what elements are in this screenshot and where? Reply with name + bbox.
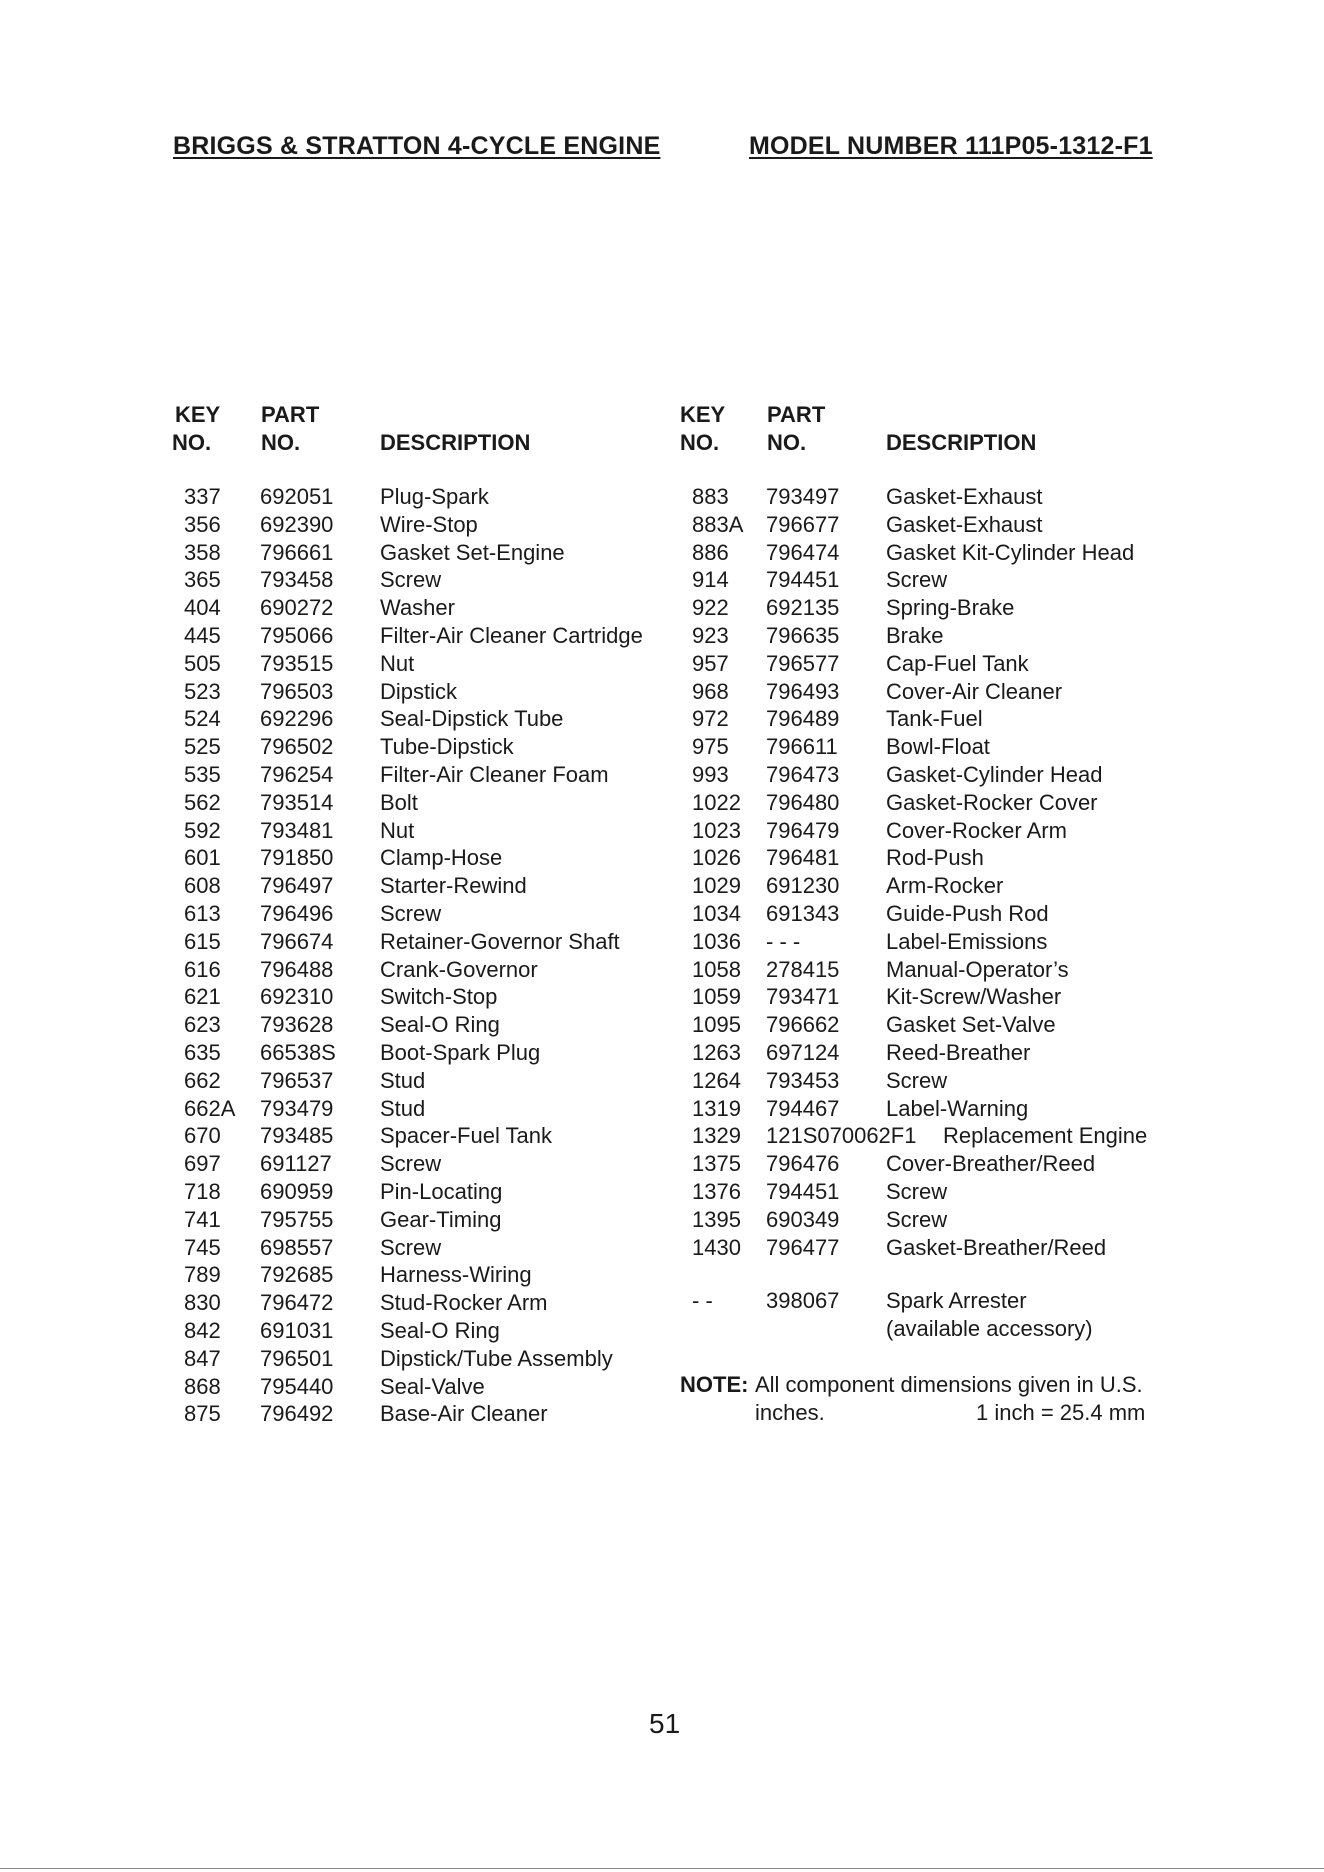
part-number: 690272 [260, 595, 334, 621]
table-row [0, 705, 1324, 733]
table-row [0, 1039, 1324, 1067]
part-number: 794467 [766, 1095, 840, 1121]
key-number: 404 [184, 595, 221, 621]
part-number: 794451 [766, 567, 840, 593]
part-description: Harness-Wiring [380, 1262, 532, 1288]
part-number: 796477 [766, 1234, 840, 1260]
part-description: Seal-O Ring [380, 1318, 500, 1343]
part-description: Tube-Dipstick [380, 734, 514, 760]
right-part-header-line2: NO. [767, 430, 807, 455]
table-row [0, 1178, 1324, 1206]
part-description: Seal-Dipstick Tube [380, 706, 564, 732]
part-description: Reed-Breather [886, 1040, 1031, 1065]
table-row [0, 511, 1324, 539]
key-number: 525 [184, 734, 221, 760]
key-number: 616 [184, 956, 221, 982]
key-number: 886 [692, 539, 729, 565]
part-description: Bolt [380, 789, 418, 815]
key-number: 1026 [692, 845, 741, 871]
part-description: Pin-Locating [380, 1179, 503, 1204]
part-description: Clamp-Hose [380, 845, 503, 871]
part-number: 796472 [260, 1290, 334, 1316]
table-row [0, 733, 1324, 761]
part-description: Arm-Rocker [886, 873, 1004, 899]
part-number: 796473 [766, 762, 840, 787]
part-number: 792685 [260, 1262, 334, 1288]
part-number: 692310 [260, 984, 334, 1010]
part-number: 278415 [766, 956, 840, 982]
part-description: Gasket-Rocker Cover [886, 789, 1098, 815]
part-number: 796635 [766, 623, 840, 648]
part-description: Screw [380, 901, 442, 926]
part-description: Rod-Push [886, 845, 984, 871]
key-number: 718 [184, 1179, 221, 1204]
part-number: 796661 [260, 539, 334, 565]
part-number: 692296 [260, 706, 334, 732]
part-description: Dipstick/Tube Assembly [380, 1345, 613, 1371]
note-text-line2: inches. [755, 1400, 825, 1425]
part-description: Cover-Breather/Reed [886, 1151, 1096, 1177]
key-number: 1329 [692, 1123, 741, 1149]
part-description: Nut [380, 650, 415, 676]
part-description: Screw [886, 567, 948, 593]
key-number: 847 [184, 1345, 221, 1371]
part-number: 66538S [260, 1040, 336, 1065]
part-description: Switch-Stop [380, 984, 498, 1010]
part-description: Gasket Set-Valve [886, 1012, 1056, 1038]
part-description: Spacer-Fuel Tank [380, 1123, 553, 1149]
part-description: Tank-Fuel [886, 706, 983, 732]
key-number: 615 [184, 928, 221, 954]
note-text-line1: All component dimensions given in U.S. [755, 1372, 1143, 1397]
left-key-header-line1: KEY [175, 402, 221, 427]
part-number: 690959 [260, 1179, 334, 1204]
key-number: 1095 [692, 1012, 741, 1038]
part-description: Stud [380, 1095, 426, 1121]
part-description: Kit-Screw/Washer [886, 984, 1062, 1010]
part-description: Nut [380, 817, 415, 843]
key-number: 914 [692, 567, 729, 593]
part-number: 796496 [260, 901, 334, 926]
part-number: 796677 [766, 511, 840, 537]
part-description: Manual-Operator’s [886, 956, 1069, 982]
key-number: 868 [184, 1373, 221, 1399]
key-number: 1376 [692, 1179, 741, 1204]
table-row [0, 928, 1324, 956]
part-number: 121S070062F1 [766, 1123, 917, 1149]
note-label: NOTE: [680, 1372, 749, 1397]
table-row [0, 1234, 1324, 1262]
part-number: 691343 [766, 901, 840, 926]
key-number: 505 [184, 650, 221, 676]
key-number: 842 [184, 1318, 221, 1343]
part-description: Screw [380, 567, 442, 593]
part-description: Spring-Brake [886, 595, 1015, 621]
part-number: 793485 [260, 1123, 334, 1149]
table-row [0, 1095, 1324, 1123]
part-number: 793481 [260, 817, 334, 843]
part-description: Plug-Spark [380, 484, 489, 509]
part-number: 796492 [260, 1401, 334, 1427]
table-row [0, 650, 1324, 678]
key-number: 1264 [692, 1067, 741, 1093]
key-number: 601 [184, 845, 221, 871]
key-number: 662A [184, 1095, 236, 1121]
part-number: 691031 [260, 1318, 334, 1343]
table-row [0, 1011, 1324, 1039]
key-number: 1059 [692, 984, 741, 1010]
part-description: Screw [886, 1206, 948, 1232]
part-description: Seal-O Ring [380, 1012, 500, 1038]
key-number: 1036 [692, 928, 741, 954]
part-description: Washer [380, 595, 455, 621]
part-number: 791850 [260, 845, 334, 871]
table-row [0, 483, 1324, 511]
part-description: Gasket Kit-Cylinder Head [886, 539, 1135, 565]
key-number: 523 [184, 678, 221, 704]
part-number: 692390 [260, 511, 334, 537]
left-key-header-line2: NO. [172, 430, 212, 455]
left-part-header-line1: PART [261, 402, 320, 427]
right-part-header-line1: PART [767, 402, 826, 427]
part-description: Screw [380, 1151, 442, 1177]
key-number: 1319 [692, 1095, 741, 1121]
part-description: Bowl-Float [886, 734, 990, 760]
page-number: 51 [649, 1708, 681, 1739]
key-number: 356 [184, 511, 221, 537]
table-row [0, 1122, 1324, 1150]
accessory-description: Spark Arrester [886, 1288, 1027, 1313]
key-number: 741 [184, 1206, 221, 1232]
key-number: 623 [184, 1012, 221, 1038]
part-number: 796577 [766, 650, 840, 676]
part-number: 691230 [766, 873, 840, 899]
table-row [0, 1067, 1324, 1095]
model-number-title: MODEL NUMBER 111P05-1312-F1 [749, 132, 1153, 160]
key-number: 1395 [692, 1206, 741, 1232]
part-number: 793458 [260, 567, 334, 593]
key-number: 968 [692, 678, 729, 704]
part-number: 794451 [766, 1179, 840, 1204]
part-number: 793514 [260, 789, 334, 815]
key-number: 922 [692, 595, 729, 621]
part-description: Screw [380, 1234, 442, 1260]
left-part-header-line2: NO. [261, 430, 301, 455]
key-number: 1375 [692, 1151, 741, 1177]
part-description: Retainer-Governor Shaft [380, 928, 620, 954]
part-description: Screw [886, 1067, 948, 1093]
part-description: Label-Warning [886, 1095, 1029, 1121]
note [0, 1371, 1324, 1399]
part-number: 796537 [260, 1067, 334, 1093]
key-number: 875 [184, 1401, 221, 1427]
part-description: Gasket Set-Engine [380, 539, 565, 565]
left-description-header: DESCRIPTION [380, 430, 531, 455]
key-number: 789 [184, 1262, 221, 1288]
key-number: 1029 [692, 873, 741, 899]
part-number: 795440 [260, 1373, 334, 1399]
key-number: 1263 [692, 1040, 741, 1065]
accessory-description-note: (available accessory) [886, 1316, 1093, 1341]
table-row [0, 539, 1324, 567]
key-number: 592 [184, 817, 221, 843]
part-number: 796481 [766, 845, 840, 871]
table-row [0, 872, 1324, 900]
table-row [0, 1206, 1324, 1234]
part-description: Stud [380, 1067, 426, 1093]
table-row [0, 761, 1324, 789]
key-number: 1430 [692, 1234, 741, 1260]
key-number: 830 [184, 1290, 221, 1316]
part-description: Gasket-Exhaust [886, 511, 1043, 537]
part-number: - - - [766, 928, 801, 954]
table-row [0, 1261, 1324, 1289]
note-continued [0, 1399, 1324, 1427]
part-number: 691127 [260, 1151, 332, 1177]
part-description: Boot-Spark Plug [380, 1040, 541, 1065]
part-number: 796674 [260, 928, 334, 954]
table-row [0, 789, 1324, 817]
table-row [0, 900, 1324, 928]
part-number: 796474 [766, 539, 840, 565]
key-number: 445 [184, 623, 221, 648]
part-description: Dipstick [380, 678, 458, 704]
key-number: 621 [184, 984, 221, 1010]
accessory-row [0, 1287, 1324, 1315]
key-number: 923 [692, 623, 729, 648]
part-description: Replacement Engine [943, 1123, 1148, 1149]
part-number: 796488 [260, 956, 334, 982]
part-number: 793628 [260, 1012, 334, 1038]
part-description: Filter-Air Cleaner Cartridge [380, 623, 643, 648]
note-conversion: 1 inch = 25.4 mm [976, 1400, 1146, 1425]
part-description: Gasket-Breather/Reed [886, 1234, 1107, 1260]
key-number: 613 [184, 901, 221, 926]
part-number: 796611 [766, 734, 838, 760]
part-number: 795755 [260, 1206, 334, 1232]
key-number: 883 [692, 484, 729, 509]
part-number: 698557 [260, 1234, 334, 1260]
key-number: 524 [184, 706, 221, 732]
key-number: 1023 [692, 817, 741, 843]
part-description: Base-Air Cleaner [380, 1401, 548, 1427]
table-row [0, 594, 1324, 622]
table-row [0, 622, 1324, 650]
key-number: 562 [184, 789, 221, 815]
part-number: 796662 [766, 1012, 840, 1038]
part-number: 795066 [260, 623, 334, 648]
table-row [0, 983, 1324, 1011]
right-description-header: DESCRIPTION [886, 430, 1037, 455]
key-number: 337 [184, 484, 221, 509]
key-number: 1034 [692, 901, 741, 926]
part-description: Gasket-Cylinder Head [886, 762, 1103, 787]
part-description: Guide-Push Rod [886, 901, 1049, 926]
table-row [0, 844, 1324, 872]
key-number: 975 [692, 734, 729, 760]
part-description: Cover-Air Cleaner [886, 678, 1063, 704]
part-description: Wire-Stop [380, 511, 478, 537]
part-number: 692135 [766, 595, 840, 621]
part-description: Cover-Rocker Arm [886, 817, 1067, 843]
key-number: 535 [184, 762, 221, 787]
part-description: Gasket-Exhaust [886, 484, 1043, 509]
document-title: BRIGGS & STRATTON 4-CYCLE ENGINE [173, 132, 661, 160]
part-description: Seal-Valve [380, 1373, 485, 1399]
key-number: 745 [184, 1234, 221, 1260]
key-number: 365 [184, 567, 221, 593]
key-number: 1022 [692, 789, 741, 815]
part-number: 796489 [766, 706, 840, 732]
part-number: 796497 [260, 873, 334, 899]
key-number: 697 [184, 1151, 221, 1177]
key-number: 608 [184, 873, 221, 899]
part-number: 692051 [260, 484, 334, 509]
part-number: 793453 [766, 1067, 840, 1093]
part-number: 796503 [260, 678, 334, 704]
part-number: 796501 [260, 1345, 334, 1371]
table-row [0, 817, 1324, 845]
part-number: 793479 [260, 1095, 334, 1121]
part-number: 793497 [766, 484, 840, 509]
part-number: 796476 [766, 1151, 840, 1177]
part-number: 793515 [260, 650, 334, 676]
table-row [0, 566, 1324, 594]
key-number: 1058 [692, 956, 741, 982]
part-description: Gear-Timing [380, 1206, 502, 1232]
accessory-part-number: 398067 [766, 1288, 840, 1313]
key-number: 957 [692, 650, 729, 676]
part-number: 796479 [766, 817, 840, 843]
part-description: Label-Emissions [886, 928, 1048, 954]
key-number: 670 [184, 1123, 221, 1149]
table-row [0, 1345, 1324, 1373]
part-description: Starter-Rewind [380, 873, 527, 899]
part-description: Stud-Rocker Arm [380, 1290, 548, 1316]
part-description: Brake [886, 623, 944, 648]
table-row [0, 678, 1324, 706]
accessory-row-continued [0, 1315, 1324, 1343]
right-key-header-line1: KEY [680, 402, 726, 427]
key-number: 993 [692, 762, 729, 787]
part-description: Crank-Governor [380, 956, 538, 982]
table-row [0, 956, 1324, 984]
page-bottom-rule [0, 1868, 1324, 1869]
key-number: 662 [184, 1067, 221, 1093]
part-number: 796502 [260, 734, 334, 760]
part-number: 690349 [766, 1206, 840, 1232]
key-number: 635 [184, 1040, 221, 1065]
part-description: Filter-Air Cleaner Foam [380, 762, 609, 787]
part-number: 796254 [260, 762, 334, 787]
key-number: 972 [692, 706, 729, 732]
part-description: Screw [886, 1179, 948, 1204]
part-description: Cap-Fuel Tank [886, 650, 1029, 676]
accessory-key: - - [692, 1288, 713, 1313]
key-number: 883A [692, 511, 744, 537]
part-number: 793471 [766, 984, 840, 1010]
key-number: 358 [184, 539, 221, 565]
table-row [0, 1150, 1324, 1178]
right-key-header-line2: NO. [680, 430, 720, 455]
part-number: 796480 [766, 789, 840, 815]
part-number: 796493 [766, 678, 840, 704]
part-number: 697124 [766, 1040, 840, 1065]
